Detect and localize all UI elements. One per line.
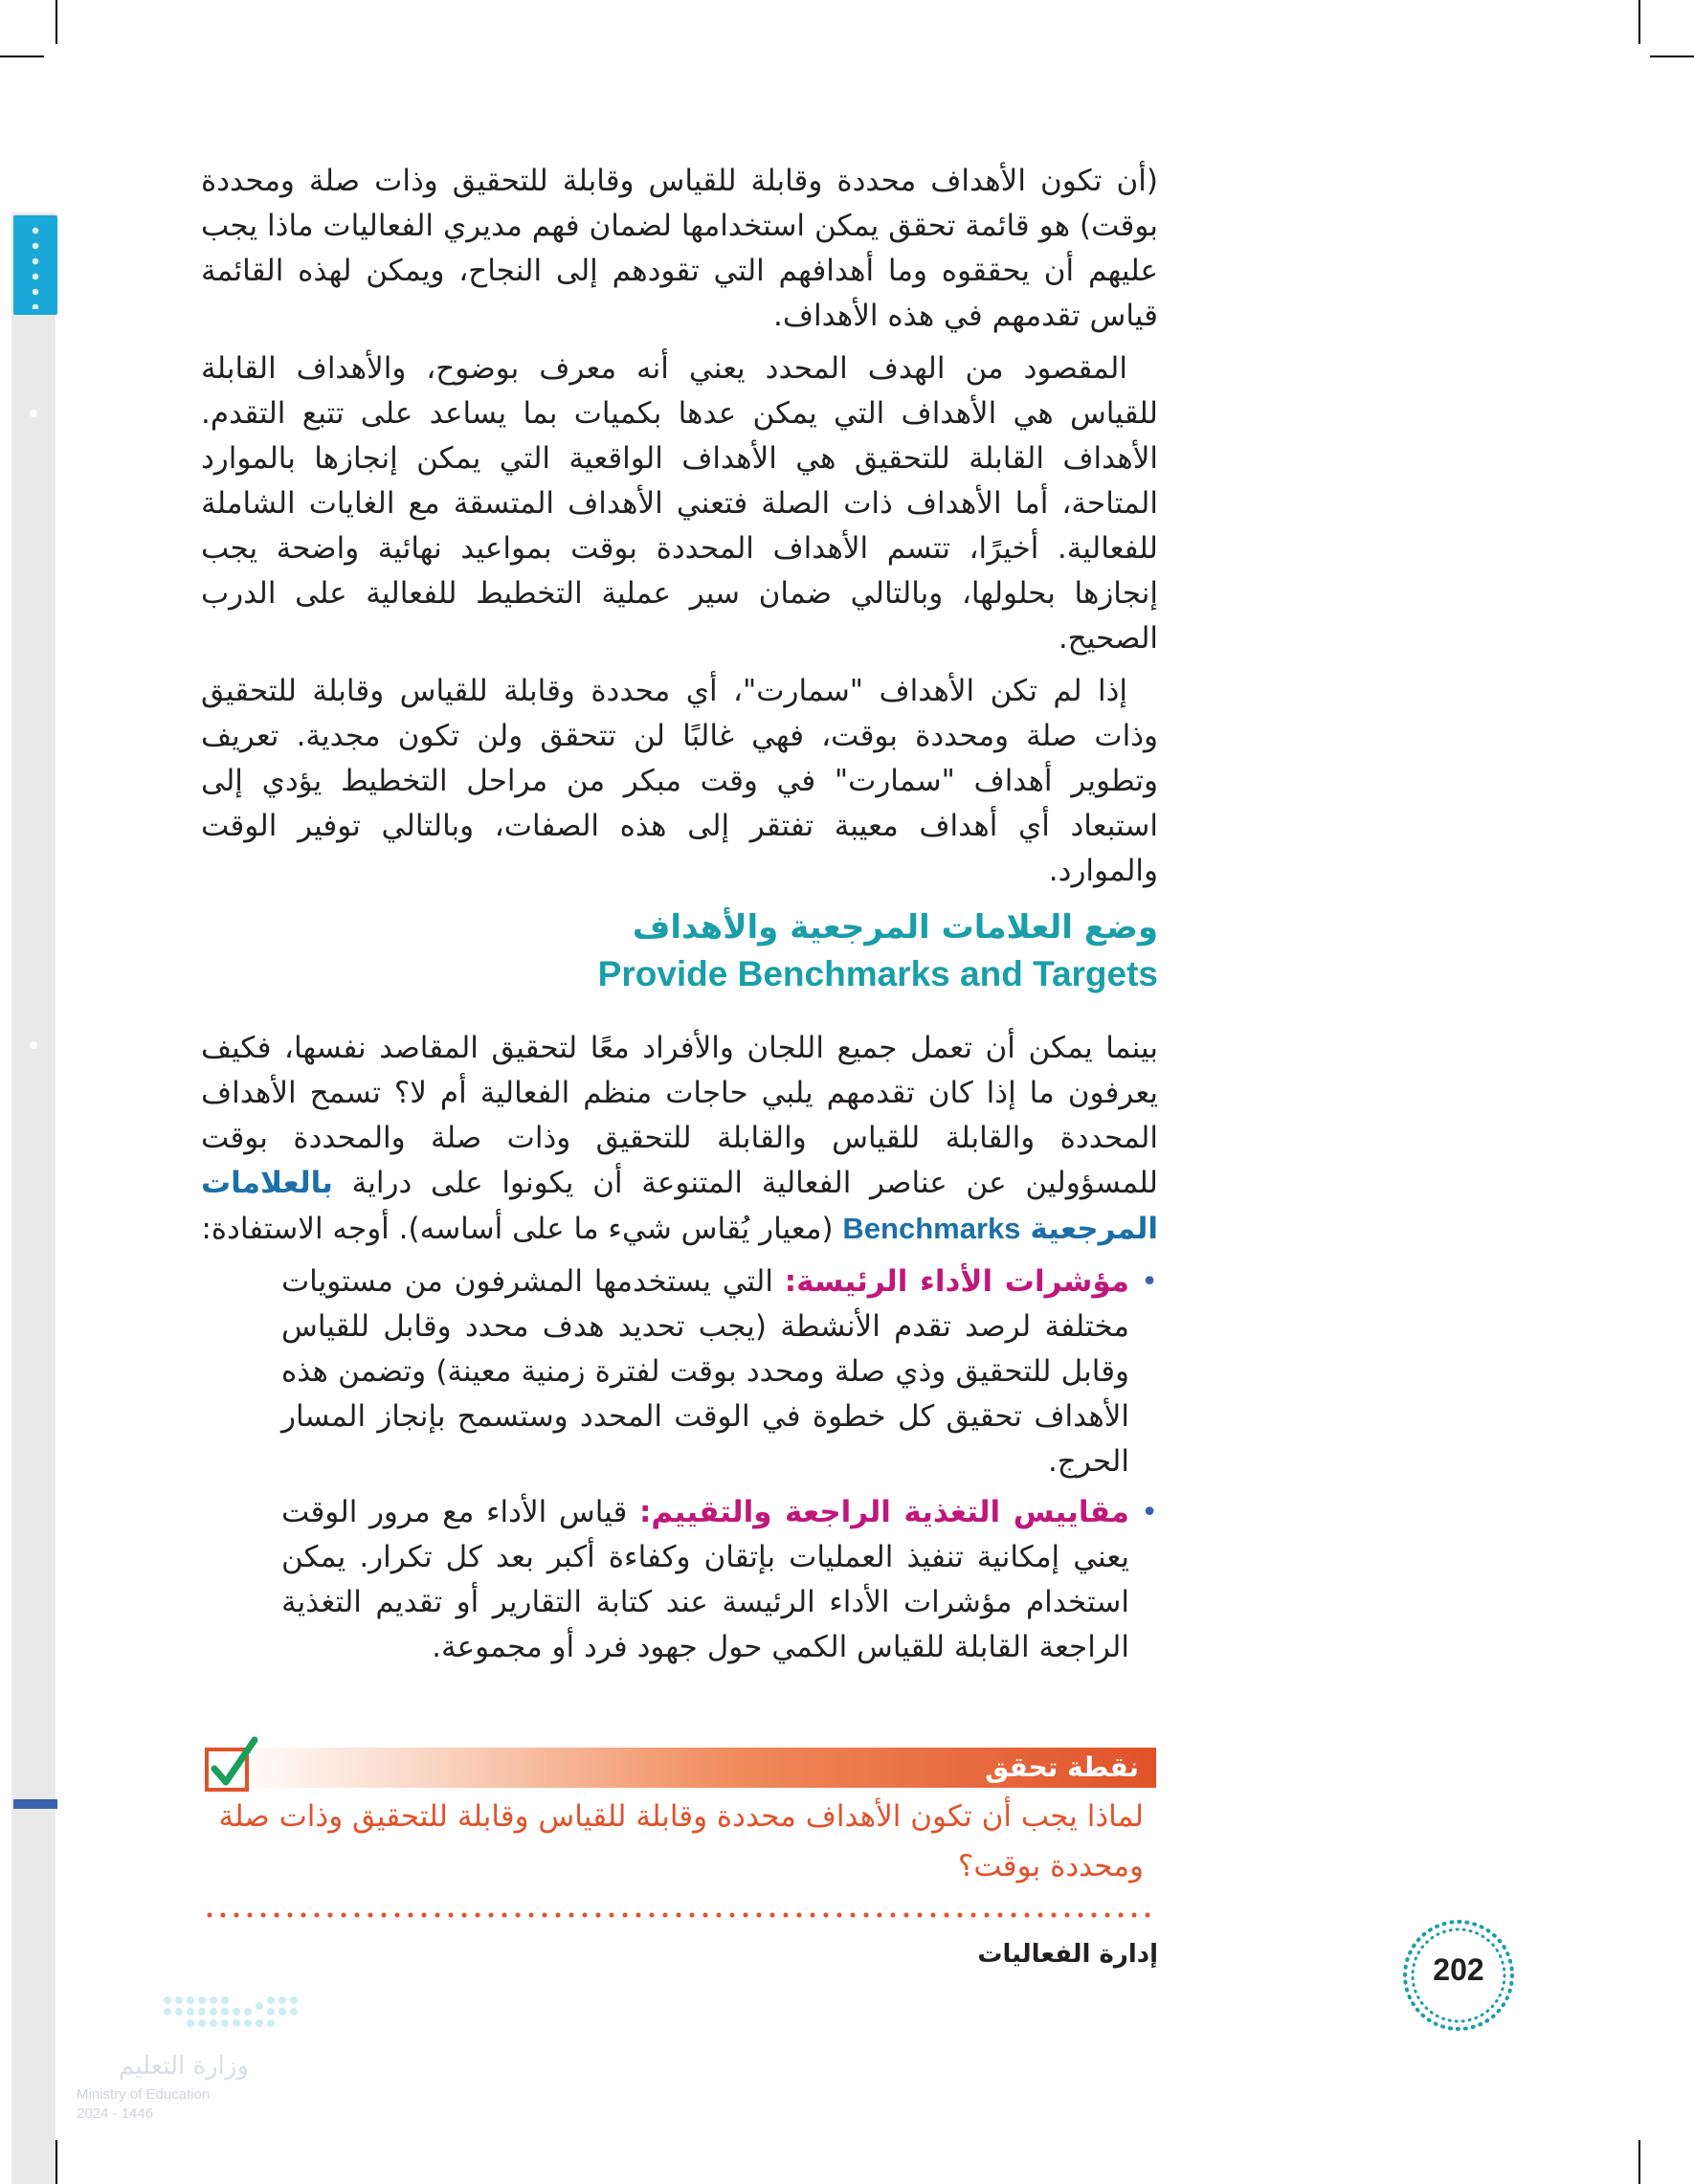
intro-text-end: (معيار يُقاس شيء ما على أساسه). أوجه الاستفادة: xyxy=(201,1212,843,1246)
paragraph-smart-explained: المقصود من الهدف المحدد يعني أنه معرف بوضوح، والأهداف القابلة للقياس هي الأهداف التي يمكن عدها بكميات بما يساعد على تتبع التقدم. الأهداف القابلة للتحقيق هي الأهداف الواقعية التي يمكن إنجازها بالموارد المتاحة، أما الأهداف ذات الصلة فتعني الأهداف المتسقة مع الغايات الشاملة للفعالية. أخيرًا، تتسم الأهداف المحددة بوقت بمواعيد نهائية واضحة يجب إنجازها بحلولها، وبالتالي ضمان سير عملية التخطيط للفعالية على الدرب الصحيح. xyxy=(201,351,1158,656)
crop-mark xyxy=(0,56,44,57)
section-title-english: Provide Benchmarks and Targets xyxy=(597,954,1158,993)
chapter-tab xyxy=(13,215,57,315)
page-spine xyxy=(11,212,56,2184)
paragraph-smart-definition: (أن تكون الأهداف محددة وقابلة للقياس وقابلة للتحقيق وذات صلة ومحددة بوقت) هو قائمة تحقق يمكن استخدامها لضمان فهم مديري الفعاليات ماذا يجب عليهم أن يحققوه وما أهدافهم التي تقودهم إلى النجاح، ويمكن لهذه القائمة قياس تقدمهم في هذه الأهداف. xyxy=(201,164,1158,333)
checkpoint-header xyxy=(230,1748,1156,1788)
crop-mark xyxy=(56,2140,57,2184)
page-number: 202 xyxy=(1433,1952,1484,1987)
bullet-icon: • xyxy=(1141,1265,1158,1299)
spine-marker xyxy=(13,1799,57,1809)
intro-text: بينما يمكن أن تعمل جميع اللجان والأفراد معًا لتحقيق المقاصد نفسها، فكيف يعرفون ما إذا كان تقدمهم يلبي حاجات منظم الفعالية أم لا؟ تسمح الأهداف المحددة والقابلة للقياس والقابلة للتحقيق وذات صلة والمحددة بوقت للمسؤولين عن عناصر الفعالية المتنوعة أن يكونوا على دراية xyxy=(201,1031,1158,1200)
kpi-description: التي يستخدمها المشرفون من مستويات مختلفة لرصد تقدم الأنشطة (يجب تحديد هدف محدد وقابل للقياس وقابل للتحقيق وذي صلة ومحدد بوقت لفترة زمنية معينة) وتضمن هذه الأهداف تحقيق كل خطوة في الوقت المحدد وستسمح بإنجاز المسار الحرج. xyxy=(281,1264,1129,1479)
feedback-term: مقاييس التغذية الراجعة والتقييم: xyxy=(638,1495,1129,1529)
benchmarks-term-arabic: بالعلامات المرجعية xyxy=(201,1166,1158,1246)
dotted-divider xyxy=(203,1912,1158,1918)
ministry-name-arabic: وزارة التعليم xyxy=(118,2052,249,2081)
crop-mark xyxy=(1638,0,1640,44)
spine-dot xyxy=(30,1041,37,1049)
spine-dot xyxy=(30,410,37,417)
crop-mark xyxy=(1650,56,1694,57)
bullet-icon: • xyxy=(1141,1496,1158,1529)
benefits-list xyxy=(201,1259,1158,1670)
checkmark-box-icon xyxy=(199,1734,260,1795)
ministry-year: 2024 - 1446 xyxy=(77,2106,154,2122)
section-intro xyxy=(201,1026,1158,1252)
crop-mark xyxy=(56,0,57,44)
checkpoint-title: نقطة تحقق xyxy=(985,1751,1139,1783)
ministry-logo xyxy=(77,1991,325,2144)
ministry-name-english: Ministry of Education xyxy=(77,2086,211,2103)
body-text xyxy=(201,159,1158,902)
list-item xyxy=(281,1259,1158,1484)
paragraph-smart-importance: إذا لم تكن الأهداف "سمارت"، أي محددة وقابلة للقياس وقابلة للتحقيق وذات صلة ومحددة بوقت، فهي غالبًا لن تتحقق ولن تكون مجدية. تعريف وتطوير أهداف "سمارت" في وقت مبكر من مراحل التخطيط يؤدي إلى استبعاد أي أهداف معيبة تفتقر إلى هذه الصفات، وبالتالي توفير الوقت والموارد. xyxy=(201,674,1158,888)
book-title: إدارة الفعاليات xyxy=(977,1940,1158,1969)
ministry-logo-icon xyxy=(77,1991,316,2048)
checkpoint-question: لماذا يجب أن تكون الأهداف محددة وقابلة للقياس وقابلة للتحقيق وذات صلة ومحددة بوقت؟ xyxy=(218,1799,1144,1883)
benchmarks-term-english: Benchmarks xyxy=(842,1212,1021,1245)
feedback-description: قياس الأداء مع مرور الوقت يعني إمكانية تنفيذ العمليات بإتقان وكفاءة أكبر بعد كل تكرار. يمكن استخدام مؤشرات الأداء الرئيسة عند كتابة التقارير أو تقديم التغذية الراجعة القابلة للقياس الكمي حول جهود فرد أو مجموعة. xyxy=(281,1495,1129,1664)
page-number-badge xyxy=(1399,1916,1518,2035)
section-heading xyxy=(201,903,1158,997)
list-item xyxy=(281,1490,1158,1670)
section-title-arabic: وضع العلامات المرجعية والأهداف xyxy=(632,908,1158,947)
section-body xyxy=(201,1026,1158,1676)
crop-mark xyxy=(1638,2140,1640,2184)
kpi-term: مؤشرات الأداء الرئيسة: xyxy=(784,1264,1129,1299)
